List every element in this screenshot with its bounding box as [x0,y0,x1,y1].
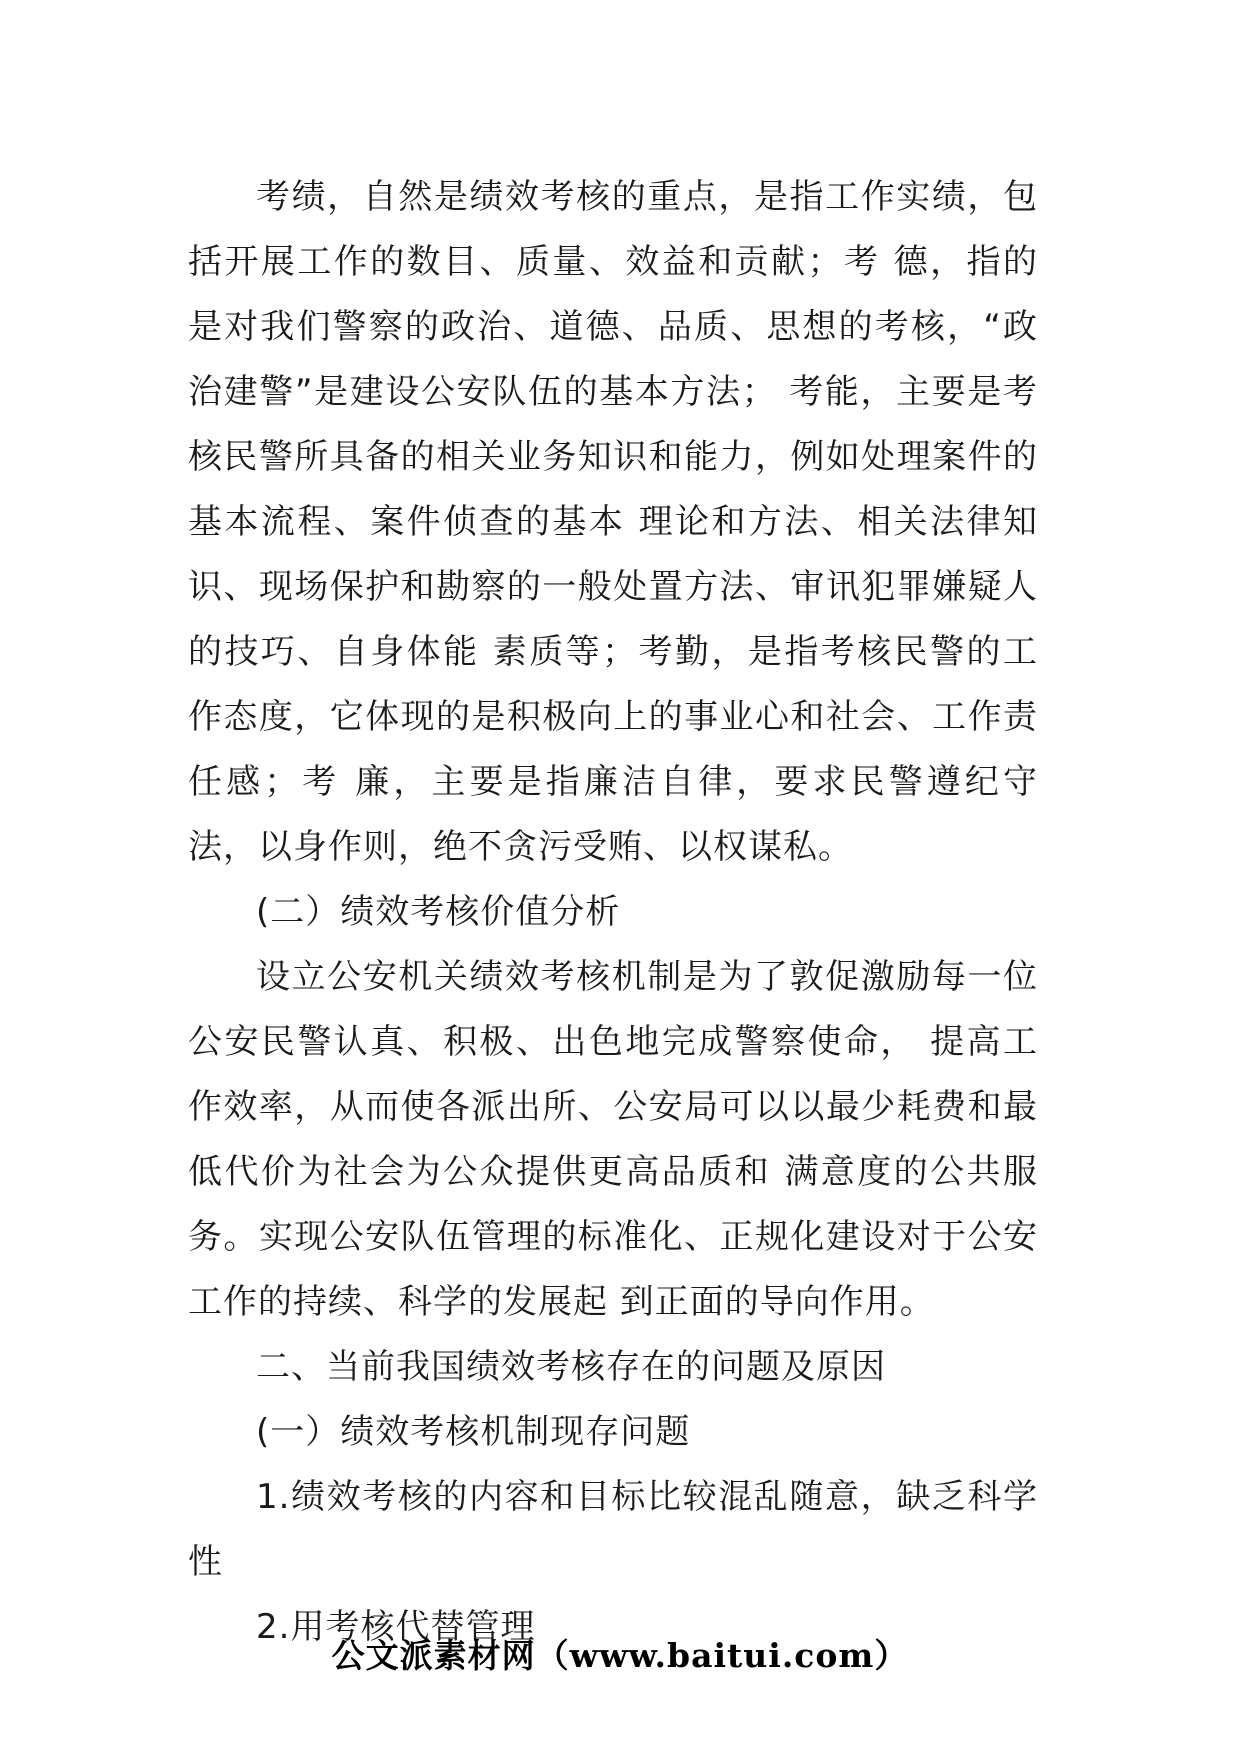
list-item: 1.绩效考核的内容和目标比较混乱随意，缺乏科学性 [188,1477,1038,1582]
list-item: 2.用考核代替管理 [256,1607,536,1647]
chapter-heading: 二、当前我国绩效考核存在的问题及原因 [256,1347,886,1387]
section-heading: (二）绩效考核价值分析 [256,892,621,932]
section-heading: (一）绩效考核机制现存问题 [256,1412,691,1452]
footer-watermark: 公文派素材网（www.baitui.com） [331,1636,909,1675]
paragraph: 考绩，自然是绩效考核的重点，是指工作实绩，包括开展工作的数目、质量、效益和贡献；考 德，指的是对我们警察的政治、道德、品质、思想的考核，“政治建警”是建设公安队伍的基本方法； 考能，主要是考核民警所具备的相关业务知识和能力，例如处理案件的基本流程、案件侦查的基本 理论和方法、相关法律知识、现场保护和勘察的一般处置方法、审讯犯罪嫌疑人的技巧、自身体能 素质等；考勤，是指考核民警的工作态度，它体现的是积极向上的事业心和社会、工作责任感；考 廉，主要是指廉洁自律，要求民警遵纪守法，以身作则，绝不贪污受贿、以权谋私。 [188,177,1038,867]
document-body [188,165,1038,1660]
paragraph: 设立公安机关绩效考核机制是为了敦促激励每一位公安民警认真、积极、出色地完成警察使命， 提高工作效率，从而使各派出所、公安局可以以最少耗费和最低代价为社会为公众提供更高品质和 满意度的公共服务。实现公安队伍管理的标准化、正规化建设对于公安工作的持续、科学的发展起 到正面的导向作用。 [188,957,1038,1322]
